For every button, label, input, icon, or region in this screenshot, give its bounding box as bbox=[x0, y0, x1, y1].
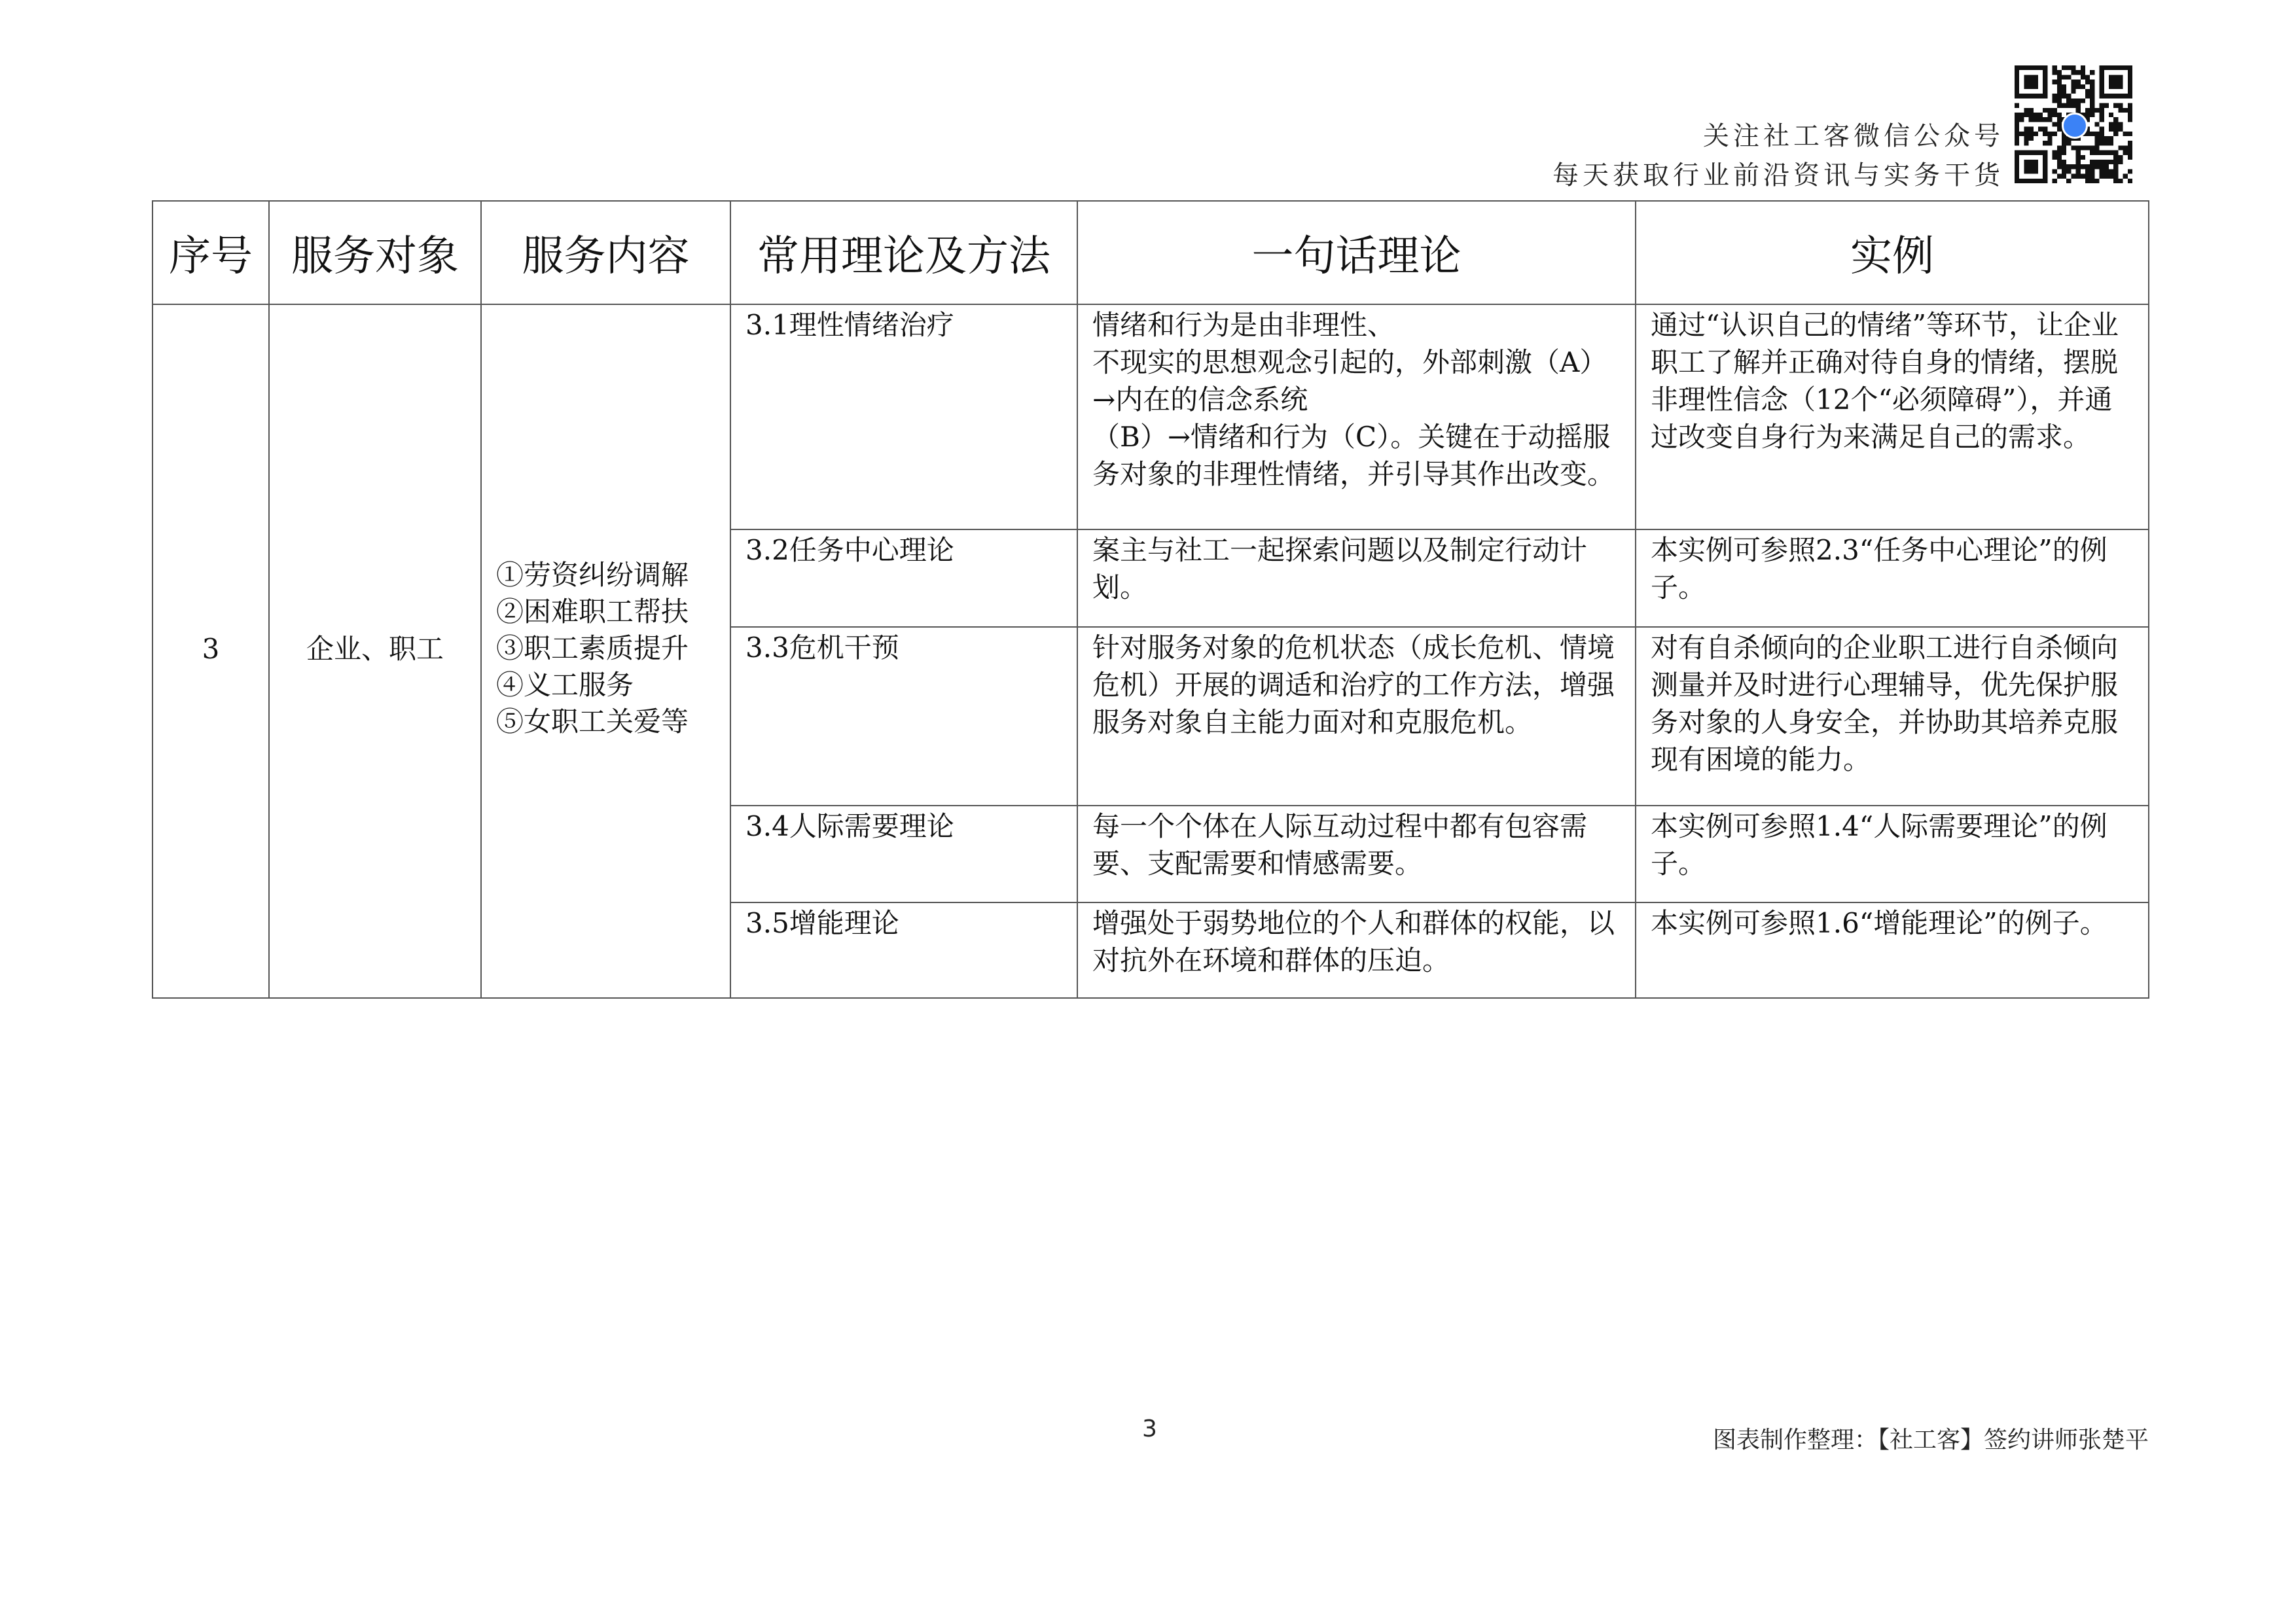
theory-table bbox=[152, 200, 2149, 999]
page-header bbox=[1552, 65, 2132, 195]
cell-example: 本实例可参照1.6“增能理论”的例子。 bbox=[1636, 902, 2149, 998]
header-example: 实例 bbox=[1636, 201, 2149, 304]
cell-theory bbox=[1077, 304, 1636, 529]
qr-code-icon bbox=[2015, 65, 2132, 183]
header-index: 序号 bbox=[152, 201, 269, 304]
table-header-row bbox=[152, 201, 2149, 304]
theory-table-container bbox=[152, 200, 2148, 999]
cell-method: 3.2任务中心理论 bbox=[730, 529, 1077, 627]
cell-example: 通过“认识自己的情绪”等环节，让企业职工了解并正确对待自身的情绪，摆脱非理性信念（12个“必须障碍”），并通过改变自身行为来满足自己的需求。 bbox=[1636, 304, 2149, 529]
header-content: 服务内容 bbox=[481, 201, 730, 304]
theory-text: 情绪和行为是由非理性、 不现实的思想观念引起的，外部刺激（A）→内在的信念系统 （B）→情绪和行为（C）。关键在于动摇服务对象的非理性情绪，并引导其作出改变。 bbox=[1092, 309, 1615, 490]
cell-method: 3.3危机干预 bbox=[730, 627, 1077, 806]
service-item: ④义工服务 bbox=[496, 669, 634, 701]
cell-index: 3 bbox=[152, 304, 269, 998]
cell-target: 企业、职工 bbox=[269, 304, 481, 998]
table-row bbox=[152, 304, 2149, 529]
cell-theory: 案主与社工一起探索问题以及制定行动计划。 bbox=[1077, 529, 1636, 627]
footer-credit: 图表制作整理：【社工客】签约讲师张楚平 bbox=[1712, 1427, 2149, 1454]
cell-method: 3.1理性情绪治疗 bbox=[730, 304, 1077, 529]
cell-theory: 每一个个体在人际互动过程中都有包容需要、支配需要和情感需要。 bbox=[1077, 806, 1636, 902]
cell-theory: 增强处于弱势地位的个人和群体的权能，以对抗外在环境和群体的压迫。 bbox=[1077, 902, 1636, 998]
promo-text bbox=[1552, 116, 2004, 195]
promo-line-1: 关注社工客微信公众号 bbox=[1703, 121, 2004, 151]
cell-example: 本实例可参照2.3“任务中心理论”的例子。 bbox=[1636, 529, 2149, 627]
cell-method: 3.5增能理论 bbox=[730, 902, 1077, 998]
qr-logo-badge bbox=[2062, 113, 2088, 139]
cell-method: 3.4人际需要理论 bbox=[730, 806, 1077, 902]
service-item: ⑤女职工关爱等 bbox=[496, 705, 689, 738]
cell-example: 本实例可参照1.4“人际需要理论”的例子。 bbox=[1636, 806, 2149, 902]
header-method: 常用理论及方法 bbox=[730, 201, 1077, 304]
promo-line-2: 每天获取行业前沿资讯与实务干货 bbox=[1552, 160, 2004, 190]
cell-theory: 针对服务对象的危机状态（成长危机、情境危机）开展的调适和治疗的工作方法，增强服务对象自主能力面对和克服危机。 bbox=[1077, 627, 1636, 806]
cell-service-content bbox=[481, 304, 730, 998]
page-number: 3 bbox=[1142, 1416, 1157, 1442]
cell-example: 对有自杀倾向的企业职工进行自杀倾向测量并及时进行心理辅导，优先保护服务对象的人身安全，并协助其培养克服现有困境的能力。 bbox=[1636, 627, 2149, 806]
service-item: ①劳资纠纷调解 bbox=[496, 559, 689, 591]
header-theory: 一句话理论 bbox=[1077, 201, 1636, 304]
header-target: 服务对象 bbox=[269, 201, 481, 304]
service-item: ③职工素质提升 bbox=[496, 632, 689, 664]
service-item: ②困难职工帮扶 bbox=[496, 596, 689, 628]
